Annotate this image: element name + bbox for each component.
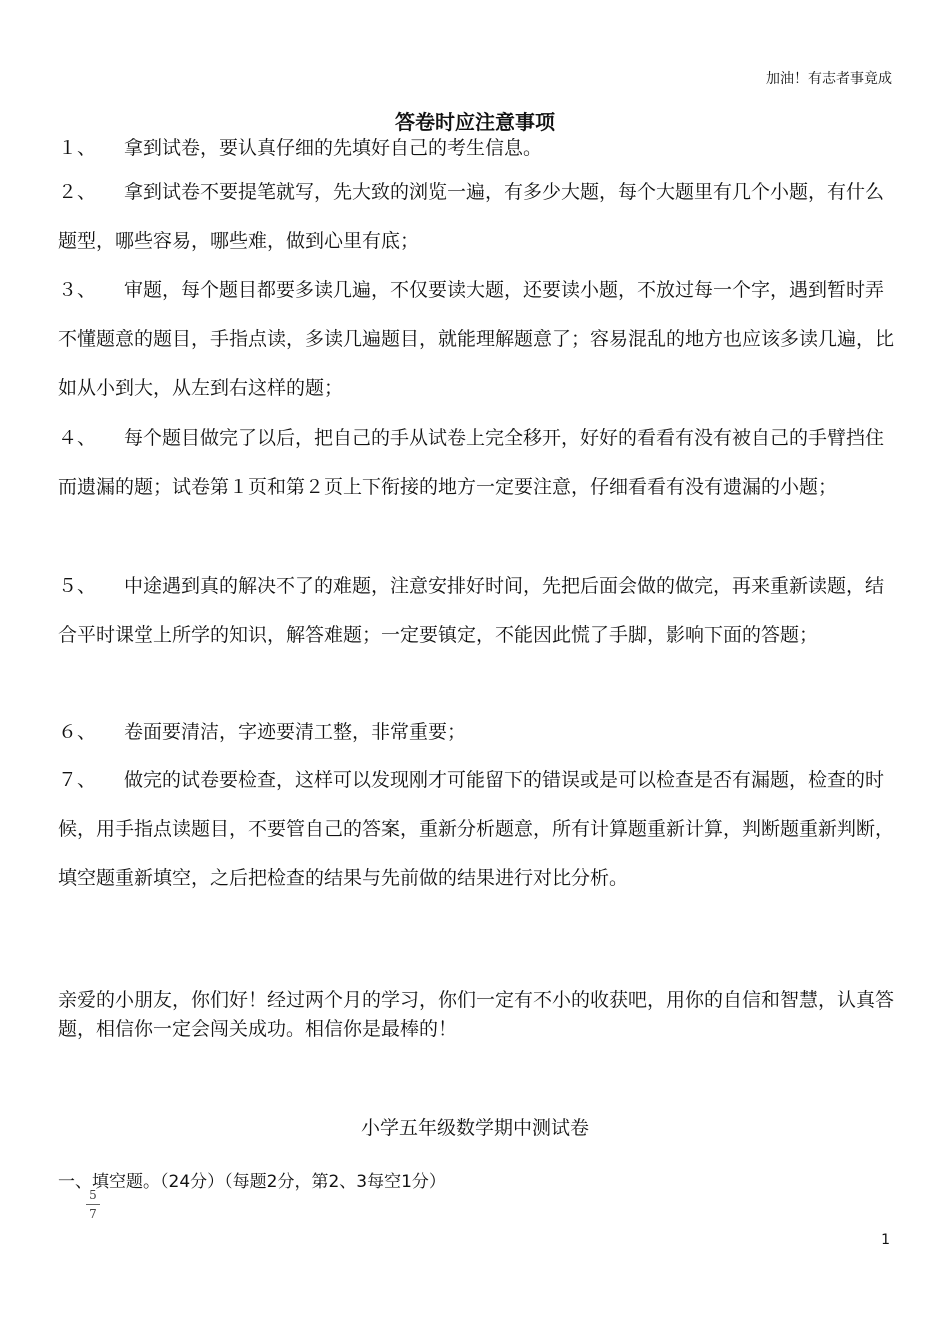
item-text: 中途遇到真的解决不了的难题，注意安排好时间，先把后面会做的做完，再来重新读题，结合平时课堂上所学的知识，解答难题；一定要镇定，不能因此慌了手脚，影响下面的答题； <box>58 575 885 646</box>
notice-item-1 <box>58 124 898 173</box>
section-heading: 一、填空题。（24分）（每题2分，第2、3每空1分） <box>58 1172 446 1192</box>
item-text: 拿到试卷，要认真仔细的先填好自己的考生信息。 <box>124 137 543 159</box>
item-text: 卷面要清洁，字迹要清工整，非常重要； <box>124 721 467 743</box>
notice-item-7 <box>58 756 898 903</box>
item-number: ５、 <box>58 575 97 597</box>
page-number: 1 <box>881 1232 890 1248</box>
item-text: 每个题目做完了以后，把自己的手从试卷上完全移开，好好的看看有没有被自己的手臂挡住而遗漏的题；试卷第１页和第２页上下衔接的地方一定要注意，仔细看看有没有遗漏的小题； <box>58 427 885 498</box>
item-number: ６、 <box>58 721 97 743</box>
item-number: ３、 <box>58 279 97 301</box>
intro-paragraph: 亲爱的小朋友，你们好！经过两个月的学习，你们一定有不小的收获吧，用你的自信和智慧，认真答题，相信你一定会闯关成功。相信你是最棒的！ <box>58 989 895 1040</box>
fraction <box>86 1188 100 1221</box>
fraction-numerator: 5 <box>89 1188 97 1202</box>
notice-item-2 <box>58 168 898 266</box>
item-number: ２、 <box>58 181 97 203</box>
header-motto: 加油！有志者事竟成 <box>766 71 892 87</box>
item-number: ４、 <box>58 427 97 449</box>
notice-item-5 <box>58 562 898 660</box>
item-text: 审题，每个题目都要多读几遍，不仅要读大题，还要读小题，不放过每一个字，遇到暂时弄不懂题意的题目，手指点读，多读几遍题目，就能理解题意了；容易混乱的地方也应该多读几遍，比如从小到大，从左到右这样的题； <box>58 279 895 399</box>
item-number: １、 <box>58 137 97 159</box>
exam-title: 小学五年级数学期中测试卷 <box>360 1117 589 1139</box>
notice-item-3 <box>58 266 898 413</box>
item-number: ７、 <box>58 769 97 791</box>
item-text: 做完的试卷要检查，这样可以发现刚才可能留下的错误或是可以检查是否有漏题，检查的时候，用手指点读题目，不要管自己的答案，重新分析题意，所有计算题重新计算，判断题重新判断，填空题重新填空，之后把检查的结果与先前做的结果进行对比分析。 <box>58 769 895 889</box>
notice-title: 答卷时应注意事项 <box>395 110 555 134</box>
fraction-bar <box>86 1204 100 1205</box>
notice-item-4 <box>58 414 898 512</box>
item-text: 拿到试卷不要提笔就写，先大致的浏览一遍，有多少大题，每个大题里有几个小题，有什么题型，哪些容易，哪些难，做到心里有底； <box>58 181 885 252</box>
fraction-denominator: 7 <box>89 1207 97 1221</box>
notice-item-6 <box>58 708 898 757</box>
